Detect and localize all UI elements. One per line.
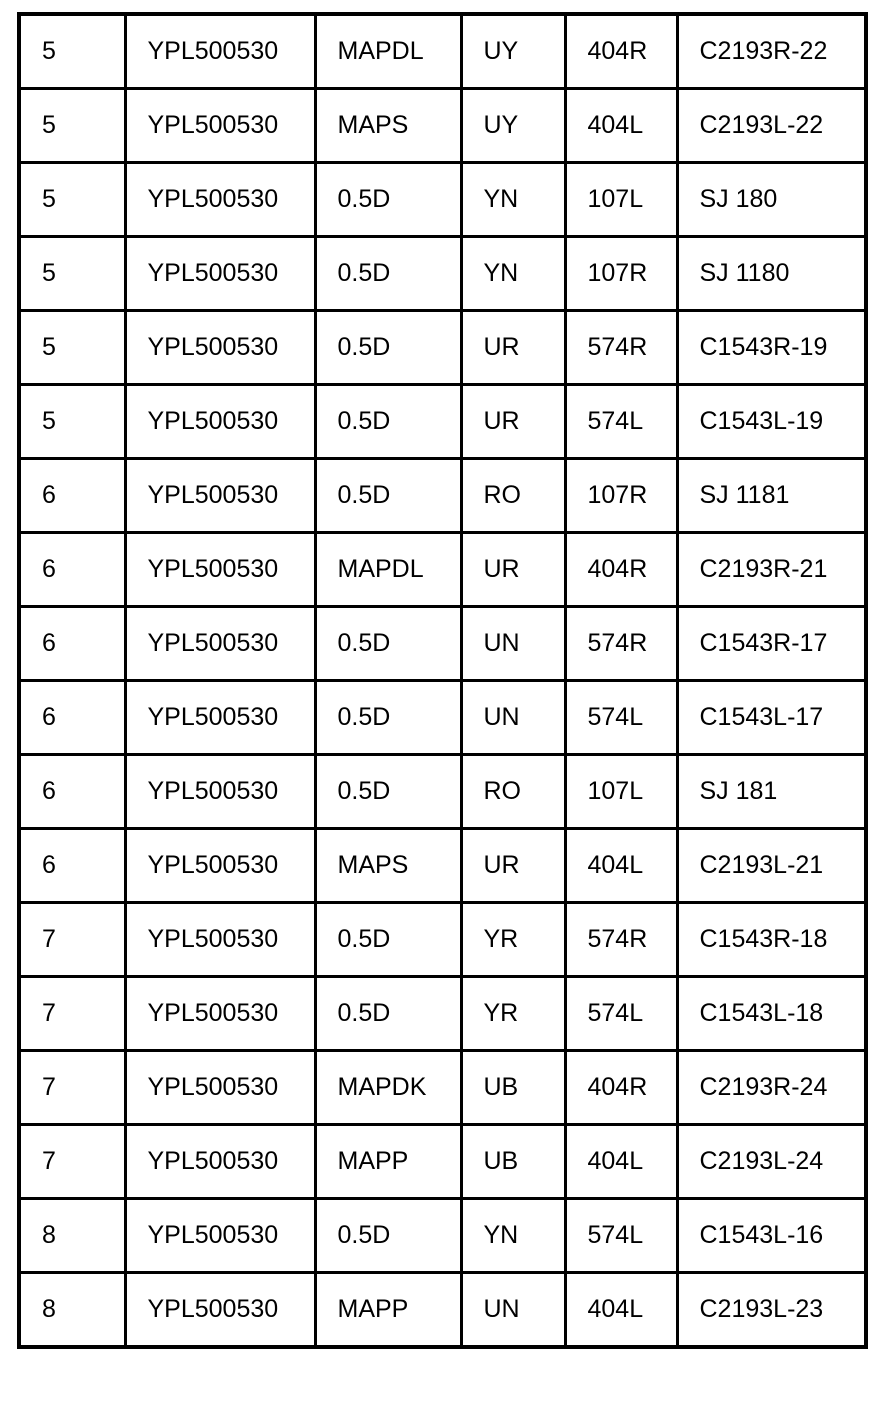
code-cell: YN bbox=[461, 163, 565, 237]
part-number-cell: YPL500530 bbox=[125, 1125, 315, 1199]
code-cell: UR bbox=[461, 533, 565, 607]
group-cell: 6 bbox=[19, 755, 125, 829]
position-cell: 574L bbox=[565, 1199, 677, 1273]
table-row bbox=[19, 237, 866, 311]
table-row bbox=[19, 755, 866, 829]
table-row bbox=[19, 1125, 866, 1199]
code-cell: UB bbox=[461, 1051, 565, 1125]
position-cell: 404L bbox=[565, 1273, 677, 1348]
part-number-cell: YPL500530 bbox=[125, 755, 315, 829]
position-cell: 404R bbox=[565, 1051, 677, 1125]
reference-cell: C2193R-21 bbox=[677, 533, 866, 607]
reference-cell: SJ 1181 bbox=[677, 459, 866, 533]
position-cell: 107R bbox=[565, 237, 677, 311]
type-cell: 0.5D bbox=[315, 311, 461, 385]
reference-cell: C2193R-22 bbox=[677, 14, 866, 89]
group-cell: 6 bbox=[19, 459, 125, 533]
group-cell: 8 bbox=[19, 1199, 125, 1273]
part-number-cell: YPL500530 bbox=[125, 829, 315, 903]
table-row bbox=[19, 1273, 866, 1348]
type-cell: MAPDK bbox=[315, 1051, 461, 1125]
group-cell: 5 bbox=[19, 237, 125, 311]
position-cell: 574L bbox=[565, 681, 677, 755]
data-table bbox=[17, 12, 868, 1349]
code-cell: UY bbox=[461, 14, 565, 89]
group-cell: 7 bbox=[19, 977, 125, 1051]
part-number-cell: YPL500530 bbox=[125, 1273, 315, 1348]
part-number-cell: YPL500530 bbox=[125, 681, 315, 755]
reference-cell: C2193L-21 bbox=[677, 829, 866, 903]
table-row bbox=[19, 89, 866, 163]
part-number-cell: YPL500530 bbox=[125, 1199, 315, 1273]
group-cell: 5 bbox=[19, 89, 125, 163]
table-row bbox=[19, 385, 866, 459]
reference-cell: C1543L-19 bbox=[677, 385, 866, 459]
reference-cell: C1543L-18 bbox=[677, 977, 866, 1051]
type-cell: 0.5D bbox=[315, 385, 461, 459]
position-cell: 574R bbox=[565, 311, 677, 385]
position-cell: 107L bbox=[565, 163, 677, 237]
table-row bbox=[19, 829, 866, 903]
group-cell: 7 bbox=[19, 1125, 125, 1199]
type-cell: 0.5D bbox=[315, 903, 461, 977]
table-row bbox=[19, 14, 866, 89]
code-cell: YN bbox=[461, 1199, 565, 1273]
type-cell: MAPDL bbox=[315, 533, 461, 607]
reference-cell: C2193L-24 bbox=[677, 1125, 866, 1199]
code-cell: UR bbox=[461, 385, 565, 459]
group-cell: 8 bbox=[19, 1273, 125, 1348]
group-cell: 5 bbox=[19, 14, 125, 89]
reference-cell: SJ 1180 bbox=[677, 237, 866, 311]
type-cell: 0.5D bbox=[315, 977, 461, 1051]
table-row bbox=[19, 1199, 866, 1273]
table-row bbox=[19, 681, 866, 755]
code-cell: YN bbox=[461, 237, 565, 311]
code-cell: UN bbox=[461, 607, 565, 681]
table-row bbox=[19, 1051, 866, 1125]
reference-cell: C2193L-22 bbox=[677, 89, 866, 163]
type-cell: MAPP bbox=[315, 1125, 461, 1199]
code-cell: RO bbox=[461, 459, 565, 533]
reference-cell: SJ 181 bbox=[677, 755, 866, 829]
table-row bbox=[19, 459, 866, 533]
table-row bbox=[19, 533, 866, 607]
type-cell: 0.5D bbox=[315, 237, 461, 311]
part-number-cell: YPL500530 bbox=[125, 607, 315, 681]
position-cell: 574R bbox=[565, 903, 677, 977]
type-cell: MAPS bbox=[315, 89, 461, 163]
position-cell: 107L bbox=[565, 755, 677, 829]
part-number-cell: YPL500530 bbox=[125, 163, 315, 237]
type-cell: 0.5D bbox=[315, 1199, 461, 1273]
group-cell: 5 bbox=[19, 163, 125, 237]
group-cell: 6 bbox=[19, 829, 125, 903]
part-number-cell: YPL500530 bbox=[125, 903, 315, 977]
code-cell: YR bbox=[461, 977, 565, 1051]
code-cell: UR bbox=[461, 311, 565, 385]
position-cell: 404L bbox=[565, 1125, 677, 1199]
code-cell: YR bbox=[461, 903, 565, 977]
type-cell: 0.5D bbox=[315, 163, 461, 237]
table-row bbox=[19, 163, 866, 237]
position-cell: 404L bbox=[565, 89, 677, 163]
group-cell: 6 bbox=[19, 533, 125, 607]
part-number-cell: YPL500530 bbox=[125, 14, 315, 89]
group-cell: 6 bbox=[19, 681, 125, 755]
reference-cell: C1543R-17 bbox=[677, 607, 866, 681]
group-cell: 7 bbox=[19, 1051, 125, 1125]
position-cell: 107R bbox=[565, 459, 677, 533]
type-cell: 0.5D bbox=[315, 755, 461, 829]
position-cell: 404L bbox=[565, 829, 677, 903]
position-cell: 574L bbox=[565, 977, 677, 1051]
part-number-cell: YPL500530 bbox=[125, 237, 315, 311]
group-cell: 5 bbox=[19, 385, 125, 459]
position-cell: 574L bbox=[565, 385, 677, 459]
table-body bbox=[19, 14, 866, 1347]
code-cell: RO bbox=[461, 755, 565, 829]
group-cell: 5 bbox=[19, 311, 125, 385]
code-cell: UN bbox=[461, 681, 565, 755]
reference-cell: C1543L-17 bbox=[677, 681, 866, 755]
reference-cell: C2193L-23 bbox=[677, 1273, 866, 1348]
code-cell: UB bbox=[461, 1125, 565, 1199]
part-number-cell: YPL500530 bbox=[125, 533, 315, 607]
group-cell: 7 bbox=[19, 903, 125, 977]
type-cell: 0.5D bbox=[315, 681, 461, 755]
reference-cell: SJ 180 bbox=[677, 163, 866, 237]
part-number-cell: YPL500530 bbox=[125, 459, 315, 533]
reference-cell: C1543L-16 bbox=[677, 1199, 866, 1273]
part-number-cell: YPL500530 bbox=[125, 977, 315, 1051]
table-row bbox=[19, 311, 866, 385]
code-cell: UN bbox=[461, 1273, 565, 1348]
code-cell: UR bbox=[461, 829, 565, 903]
type-cell: MAPDL bbox=[315, 14, 461, 89]
type-cell: 0.5D bbox=[315, 459, 461, 533]
reference-cell: C2193R-24 bbox=[677, 1051, 866, 1125]
type-cell: 0.5D bbox=[315, 607, 461, 681]
position-cell: 404R bbox=[565, 533, 677, 607]
group-cell: 6 bbox=[19, 607, 125, 681]
position-cell: 404R bbox=[565, 14, 677, 89]
reference-cell: C1543R-19 bbox=[677, 311, 866, 385]
code-cell: UY bbox=[461, 89, 565, 163]
type-cell: MAPS bbox=[315, 829, 461, 903]
part-number-cell: YPL500530 bbox=[125, 89, 315, 163]
reference-cell: C1543R-18 bbox=[677, 903, 866, 977]
type-cell: MAPP bbox=[315, 1273, 461, 1348]
position-cell: 574R bbox=[565, 607, 677, 681]
table-row bbox=[19, 607, 866, 681]
table-row bbox=[19, 903, 866, 977]
table-row bbox=[19, 977, 866, 1051]
part-number-cell: YPL500530 bbox=[125, 385, 315, 459]
part-number-cell: YPL500530 bbox=[125, 1051, 315, 1125]
part-number-cell: YPL500530 bbox=[125, 311, 315, 385]
